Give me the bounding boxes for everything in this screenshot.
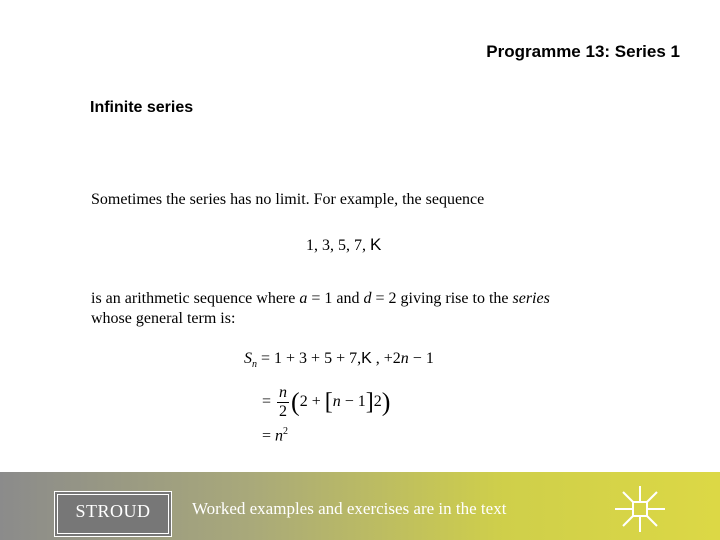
equation-line-3 — [262, 426, 288, 445]
section-heading: Infinite series — [90, 99, 194, 116]
navigation-icon[interactable] — [613, 484, 667, 534]
sequence-ellipsis: K — [370, 235, 382, 254]
equation-line-2 — [262, 384, 390, 421]
eq3-equals: = — [262, 427, 272, 445]
eq2-open-paren: ( — [291, 387, 300, 417]
explanation-text-4: whose general term is: — [91, 310, 236, 327]
eq3-n: n — [275, 427, 284, 445]
variable-d: d — [363, 290, 372, 307]
eq2-minus-one: − 1 — [340, 393, 366, 411]
eq2-two: 2 + — [299, 393, 325, 411]
eq1-part-c: − 1 — [408, 350, 434, 367]
eq2-equals: = — [262, 393, 272, 411]
programme-title: Programme 13: Series 1 — [486, 42, 680, 61]
intro-paragraph: Sometimes the series has no limit. For example, the sequence — [91, 191, 485, 208]
sum-subscript: n — [252, 359, 257, 371]
fraction-n-over-2 — [277, 384, 289, 421]
stroud-button[interactable] — [54, 491, 172, 537]
sequence-terms: 1, 3, 5, 7, — [306, 237, 366, 254]
explanation-text-3: = 2 giving rise to the — [371, 290, 513, 307]
eq2-close-paren: ) — [381, 387, 391, 417]
fraction-numerator: n — [279, 384, 288, 401]
eq1-part-a: = 1 + 3 + 5 + 7, — [257, 350, 362, 367]
footer-note: Worked examples and exercises are in the text — [192, 499, 507, 518]
explanation-paragraph — [91, 289, 651, 329]
eq2-n: n — [332, 393, 341, 411]
eq2-close-bracket: ] — [365, 389, 374, 415]
explanation-text-1: is an arithmetic sequence where — [91, 290, 300, 307]
sequence — [306, 235, 381, 255]
eq1-part-b: , +2 — [371, 350, 401, 367]
eq2-two-b: 2 — [373, 393, 382, 411]
eq2-open-bracket: [ — [324, 389, 333, 415]
equation-line-1 — [244, 350, 434, 370]
eq1-n: n — [400, 350, 409, 367]
eq3-exponent: 2 — [283, 426, 289, 437]
fraction-denominator: 2 — [279, 403, 288, 420]
sum-symbol: S — [244, 350, 252, 367]
explanation-text-2: = 1 and — [307, 290, 364, 307]
series-word: series — [512, 290, 550, 307]
footer-bar — [0, 472, 720, 540]
variable-a: a — [299, 290, 308, 307]
stroud-label: STROUD — [75, 501, 151, 521]
eq1-ellipsis: K — [361, 350, 372, 367]
